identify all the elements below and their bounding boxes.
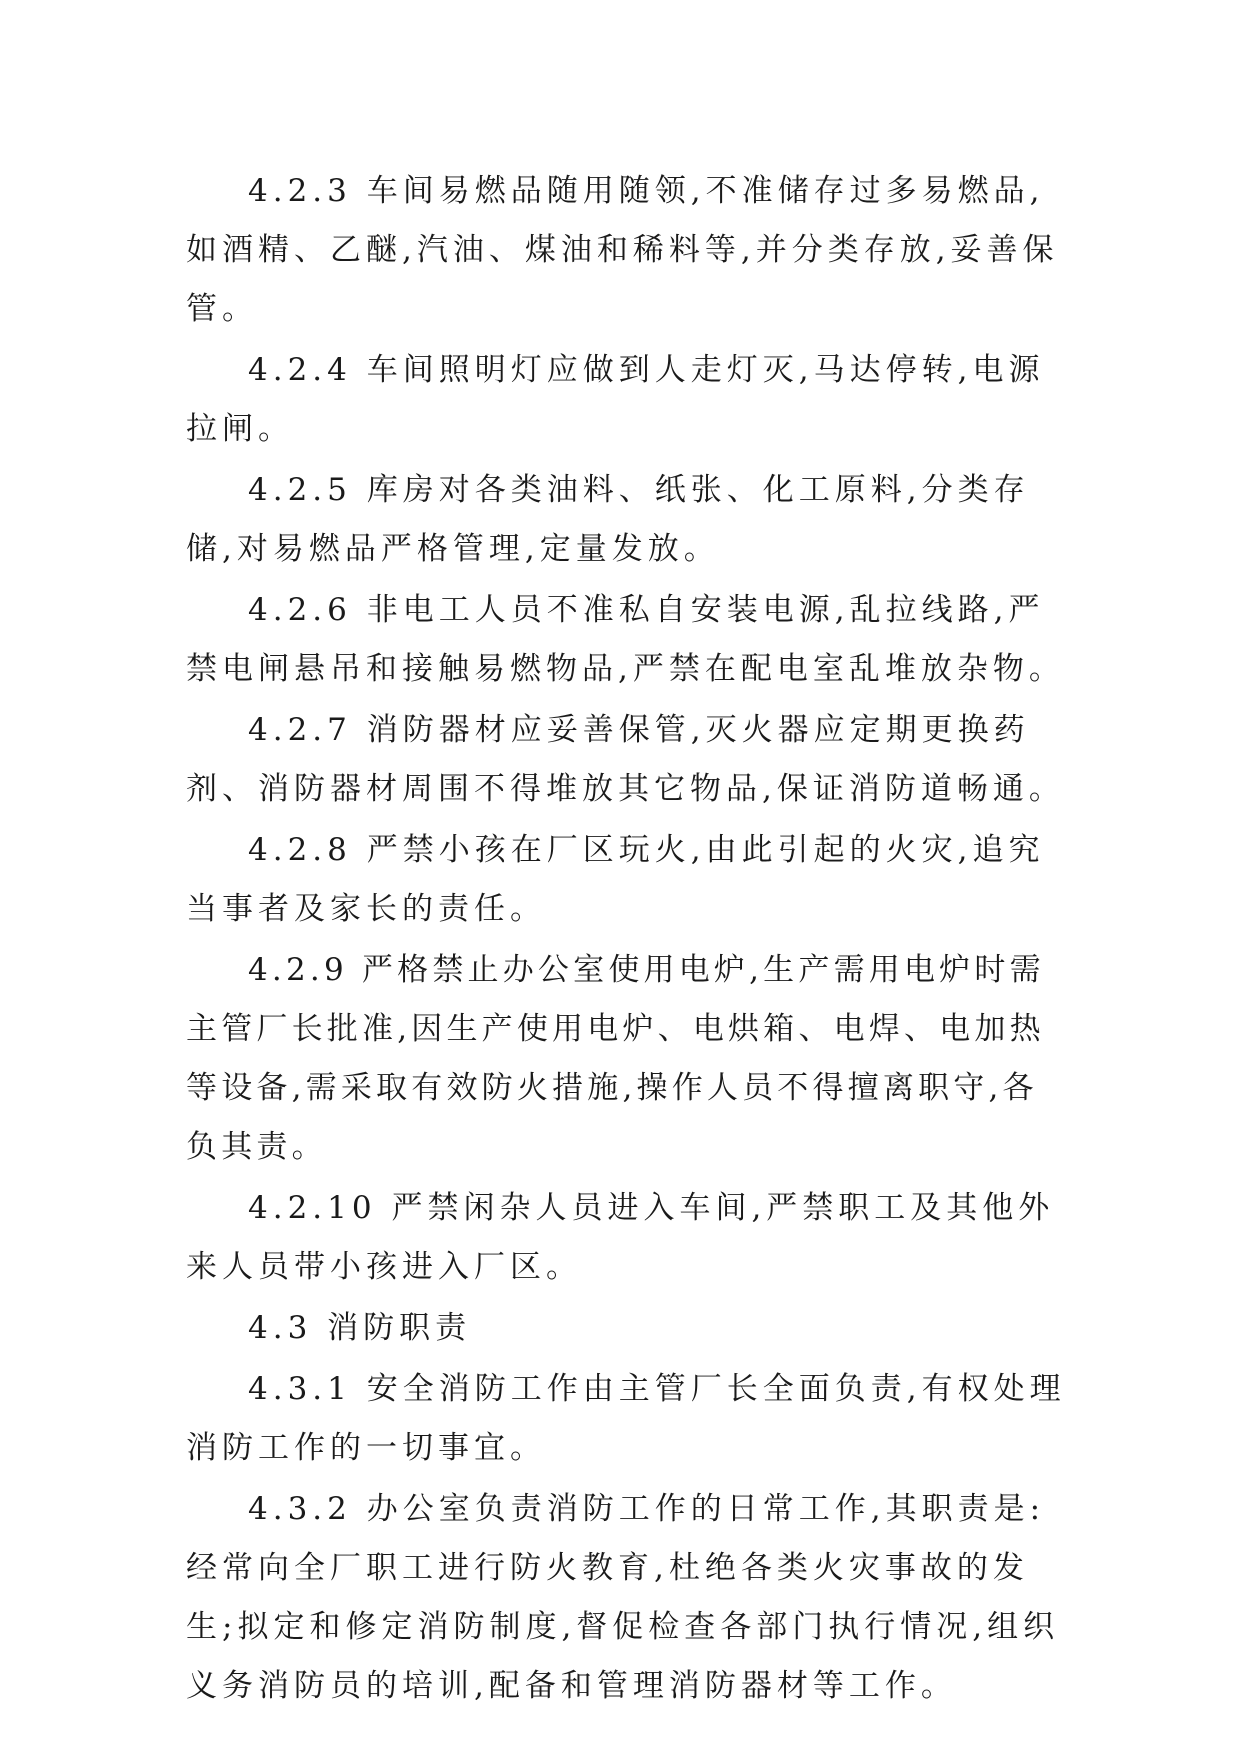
document-page: [186, 162, 1066, 1718]
paragraph-4-2-7: 4.2.7 消防器材应妥善保管,灭火器应定期更换药剂、消防器材周围不得堆放其它物品,保证消防道畅通。: [186, 712, 1065, 807]
section-heading-4-3: 4.3 消防职责: [248, 1310, 472, 1346]
paragraph-4-2-5: 4.2.5 库房对各类油料、纸张、化工原料,分类存储,对易燃品严格管理,定量发放。: [186, 472, 1030, 567]
paragraph-4-2-4: 4.2.4 车间照明灯应做到人走灯灭,马达停转,电源拉闸。: [186, 352, 1045, 447]
paragraph-4-3-2: 4.3.2 办公室负责消防工作的日常工作,其职责是:经常向全厂职工进行防火教育,杜绝各类火灾事故的发生;拟定和修定消防制度,督促检查各部门执行情况,组织义务消防员的培训,配备和管理消防器材等工作。: [186, 1491, 1060, 1704]
paragraph-4-2-8: 4.2.8 严禁小孩在厂区玩火,由此引起的火灾,追究当事者及家长的责任。: [186, 832, 1045, 927]
paragraph-4-2-6: 4.2.6 非电工人员不准私自安装电源,乱拉线路,严禁电闸悬吊和接触易燃物品,严禁在配电室乱堆放杂物。: [186, 592, 1065, 687]
paragraph-4-2-9: 4.2.9 严格禁止办公室使用电炉,生产需用电炉时需主管厂长批准,因生产使用电炉、电烘箱、电焊、电加热等设备,需采取有效防火措施,操作人员不得擅离职守,各负其责。: [186, 952, 1045, 1165]
paragraph-4-2-3: 4.2.3 车间易燃品随用随领,不准储存过多易燃品,如酒精、乙醚,汽油、煤油和稀料等,并分类存放,妥善保管。: [186, 173, 1059, 327]
paragraph-4-3-1: 4.3.1 安全消防工作由主管厂长全面负责,有权处理消防工作的一切事宜。: [186, 1371, 1066, 1466]
paragraph-4-2-10: 4.2.10 严禁闲杂人员进入车间,严禁职工及其他外来人员带小孩进入厂区。: [186, 1190, 1055, 1285]
